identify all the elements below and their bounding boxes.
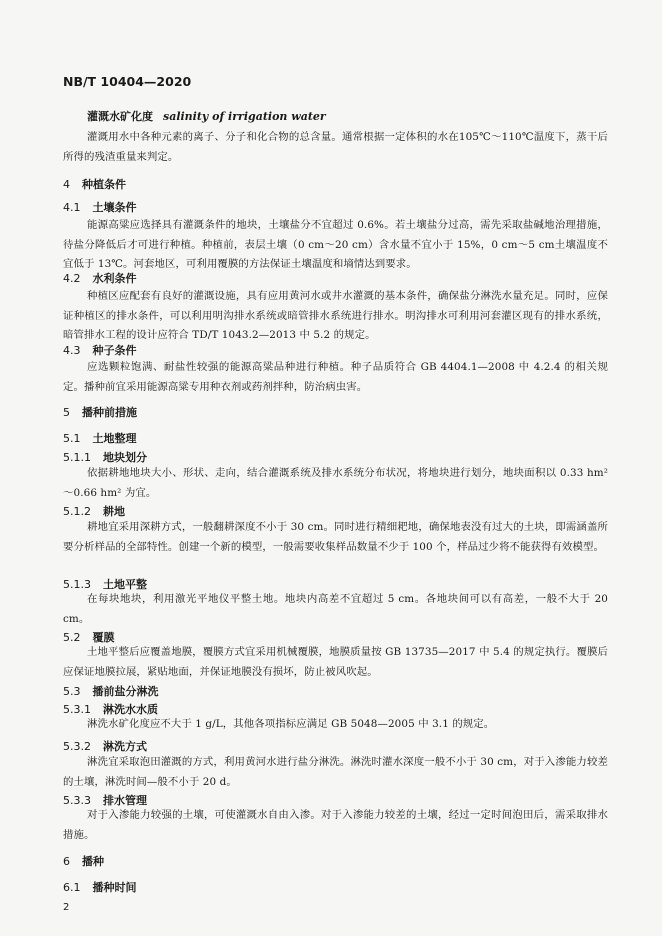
paragraph-4-1: 能源高粱应选择具有灌溉条件的地块，土壤盐分不宜超过 0.6%。若土壤盐分过高，需先采取盐碱地治理措施，待盐分降低后才可进行种植。种植前，表层土壤（0 cm～20 cm）含水量不宜小于 15%，0 cm～5 cm土壤温度不宜低于 13℃。河套地区，可利用覆膜的方法保证土壤温度和墒情达到要求。: [63, 219, 608, 270]
heading-5-3-1: 5.3.1 淋洗水水质: [63, 703, 158, 716]
heading-5-1-2: 5.1.2 耕地: [63, 505, 125, 518]
heading-5-2: 5.2 覆膜: [63, 631, 115, 644]
heading-6: 6 播种: [63, 855, 104, 868]
term-title-en: salinity of irrigation water: [163, 110, 326, 123]
heading-5: 5 播种前措施: [63, 406, 137, 419]
heading-4-3: 4.3 种子条件: [63, 344, 137, 357]
heading-4-2: 4.2 水利条件: [63, 272, 137, 285]
page-number: 2: [63, 902, 70, 913]
term-definition: 灌溉用水中各种元素的离子、分子和化合物的总含量。通常根据一定体积的水在105℃～110℃温度下，蒸干后所得的残渣重量来判定。: [63, 131, 608, 163]
heading-5-1-1: 5.1.1 地块划分: [63, 451, 147, 464]
paragraph-4-3: 应选颗粒饱满、耐盐性较强的能源高粱品种进行种植。种子品质符合 GB 4404.1—2008 中 4.2.4 的相关规定。播种前宜采用能源高粱专用种衣剂或药剂拌种，防治病虫害。: [63, 361, 608, 393]
heading-5-1: 5.1 土地整理: [63, 432, 137, 445]
heading-5-1-3: 5.1.3 土地平整: [63, 578, 147, 591]
paragraph-5-3-1: 淋洗水矿化度应不大于 1 g/L，其他各项指标应满足 GB 5048—2005 中 3.1 的规定。: [87, 718, 495, 730]
heading-4-1: 4.1 土壤条件: [63, 201, 137, 214]
paragraph-5-3-2: 淋洗宜采取泡田灌溉的方式，利用黄河水进行盐分淋洗。淋洗时灌水深度一般不小于 30 cm，对于入渗能力较差的土壤，淋洗时间—般不小于 20 d。: [63, 756, 608, 788]
paragraph-5-1-2: 耕地宜采用深耕方式，一般翻耕深度不小于 30 cm。同时进行精细耙地，确保地表没有过大的土块，即需涵盖所要分析样品的全部特性。创建一个新的模型，一般需要收集样品数量不少于 100 个，样品过少将不能获得有效模型。: [63, 521, 608, 553]
paragraph-5-2: 土地平整后应覆盖地膜，覆膜方式宜采用机械覆膜，地膜质量按 GB 13735—2017 中 5.4 的规定执行。覆膜后应保证地膜拉展，紧贴地面，并保证地膜没有损坏，防止被风吹起。: [63, 646, 608, 678]
paragraph-5-1-1: 依据耕地地块大小、形状、走向，结合灌溉系统及排水系统分布状况，将地块进行划分，地块面积以 0.33 hm²～0.66 hm² 为宜。: [63, 467, 608, 499]
term-title: [87, 108, 326, 124]
paragraph-5-3-3: 对于入渗能力较强的土壤，可使灌溉水自由入渗。对于入渗能力较差的土壤，经过一定时间泡田后，需采取排水措施。: [63, 809, 608, 841]
paragraph-4-2: 种植区应配套有良好的灌溉设施，具有应用黄河水或井水灌溉的基本条件，确保盐分淋洗水量充足。同时，应保证种植区的排水条件，可以利用明沟排水系统或暗管排水系统进行排水。明沟排水可利用河套灌区现有的排水系统，暗管排水工程的设计应符合 TD/T 1043.2—2013 中 5.2 的规定。: [63, 290, 608, 341]
heading-5-3: 5.3 播前盐分淋洗: [63, 685, 159, 698]
standard-number: NB/T 10404—2020: [63, 74, 192, 89]
heading-6-1: 6.1 播种时间: [63, 881, 137, 894]
heading-5-3-3: 5.3.3 排水管理: [63, 794, 147, 807]
paragraph-5-1-3: 在每块地块，利用激光平地仪平整土地。地块内高差不宜超过 5 cm。各地块间可以有高差，一般不大于 20 cm。: [63, 593, 608, 625]
heading-4: 4 种植条件: [63, 178, 126, 191]
heading-5-3-2: 5.3.2 淋洗方式: [63, 740, 147, 753]
term-title-cn: 灌溉水矿化度: [87, 110, 153, 123]
